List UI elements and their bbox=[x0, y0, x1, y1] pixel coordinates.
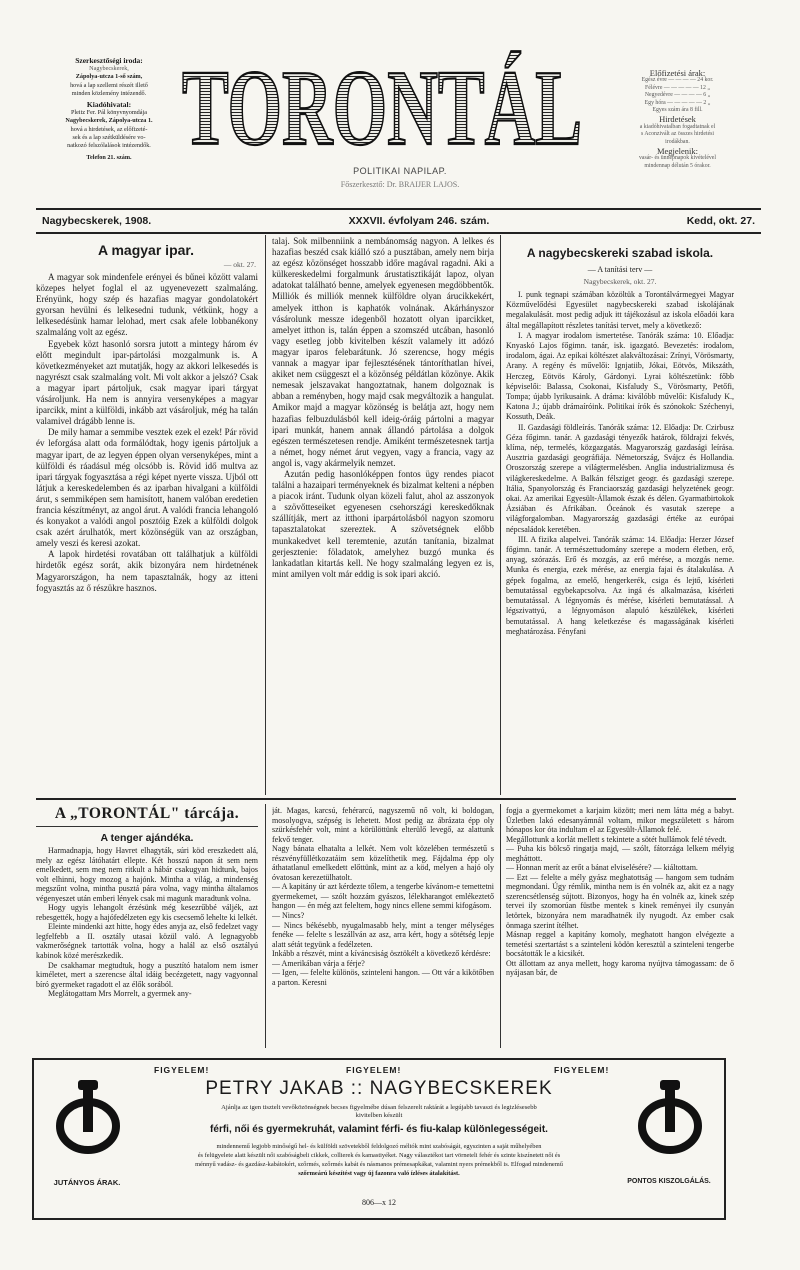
masthead-left-info bbox=[34, 54, 184, 162]
article2-paragraph: I. punk tegnapi számában közöltük a Torontálvármegyei Magyar Közművelődési Egyesület nagybecskereki szabad iskolájának megalakulását. most pedig adjuk itt tájékozásul az iskola előadói kara által megállapított részletes tanítási tervet, mely a következő: bbox=[506, 290, 734, 330]
publisher-line: sek és a lap szétküldésére vo- bbox=[72, 133, 146, 141]
dateline-bar bbox=[36, 208, 761, 234]
column-rule bbox=[265, 235, 266, 795]
ad-headline: férfi, női és gyermekruhát, valamint férfi- és fiu-kalap különlegességeit. bbox=[210, 1124, 548, 1135]
logo-title-text: TORONTÁL bbox=[182, 49, 582, 158]
ad-left-label: JUTÁNYOS ÁRAK. bbox=[53, 1178, 121, 1187]
publisher-office-heading: Kiadóhivatal: bbox=[86, 100, 132, 110]
feuilleton-paragraph: Harmadnapja, hogy Havret elhagyták, súri köd ereszkedett alá, mely az egész látóhatárt ellepte. Két hosszú napon át sem nem emelkedett, sem meg nem ritkult a hábár csakugyan hidtunk, bajos volt elhinni, hogy mozog a hajónk. Minthа a világ, a mindenség megszűnt volna, mintha pusztá pára volna, vagy mintha általamos végenyeszet után emberi lények csak mi magunk maradtunk volna. bbox=[36, 846, 258, 903]
price-line: Egyes szám ára 8 fill. bbox=[652, 107, 703, 114]
column-rule bbox=[500, 235, 501, 795]
place-date: Nagybecskerek, 1908. bbox=[42, 215, 152, 227]
editor-in-chief: Főszerkesztő: Dr. BRAIJER LAJOS. bbox=[340, 180, 460, 189]
article2-paragraph: III. A fizika alapelvei. Tanórák száma: 14. Előadja: Herzer József főgimn. tanár. A természettudomány szerepe a modern életben, erő, anyag, szórazás. Erő és mozgás, az erő mérése, a mozgás neme. Munka és energia, ezek mérése, az energia fajai és átalakulása. A gépek fogalma, az emelő, hengerkerék, csiga és lejtő, kísérleti bemutatással egybekapcsolva. Az ingá és alkalmazása, kísérleti bemutatással. A légnyomás és mérése, kísérleti bemutatással. A légszivattyú, a légnyomáson alapuló készülékek, kísérleti bemutatással. A hang keletkezése és magasságának kísérleti meghatározása. Fényfani bbox=[506, 534, 734, 636]
feuilleton-paragraph: Eleinte mindenki azt hitte, hogy édes anyja az, első fedelzet vagy legfelfebb a II. osztály utasai közül való. A legnagyobb vakmerőségnek tartották volna, hogy a halál az első osztályú kabinok közé merészkedik. bbox=[36, 922, 258, 961]
weekday-date: Kedd, okt. 27. bbox=[686, 215, 755, 227]
feuilleton-paragraph: Meglátogattam Mrs Morrelt, a gyermek any- bbox=[48, 989, 192, 999]
ad-detail-line: ménnyű vadász- és gazdász-kabátokért, szőrmés, szőrmés kabát és násmanos prémesapkákat, valamint nyers prémekből is. Elfogad mindenemű bbox=[195, 1161, 563, 1168]
feuilleton-paragraph: De csakhamar megtudtuk, hogy a pusztító hatalom nem ismer kiméletet, mert a szerencse által idáig becézgetett, nagy vagyonnal bíró gyermeket ragadott el az élők sorából. bbox=[36, 960, 258, 989]
ad-figyelem: FIGYELEM! bbox=[346, 1065, 402, 1075]
feuilleton-column-2 bbox=[272, 806, 494, 1046]
column-rule bbox=[265, 804, 266, 1048]
feuilleton-paragraph: ját. Magas, karcsú, fehérarcú, nagyszemű nő volt, ki boldogan, mosolyogva, szépség is lehetett. Most pedig az ábrázata épp oly szürkésfehér volt, mint a körülöttünk elterülő levegő, az alattunk fekvő tenger. Nagy bánata elhatalta a lelkét. Nem volt közelében természetű s részvényfüllétkozatáim sem közelíthetik meg. Fájdalma épp oly áthatatlanul emelkedett előttünk, mint az a köd, melyen a hajó oly óvatosan kerezetülhatolt. — A kapitány úr azt kérdezte tőlem, a tengerbe kívánom-e temettetni gyermekemet, — szólt hozzám gyászos, lélekharangot emlékeztető hangon — én még azt feleltem, hogy nincs ellene semmi kifogásom. — Nincs? — Nincs békésebb, nyugalmasabb hely, mint a tenger mélységes fenéke — felelte s leszállván az asz, arra kért, hogy a sötétség lepje alatt sétát tegyünk a fedélzeten. Inkább a részvét, mint a kíváncsiság ösztökélt a következő kérdésre: — Amerikában várja a férje? — Igen, — felelte különös, szinteleni hangon. — Ott vár a kikötőben a parton. Keresni bbox=[272, 806, 494, 987]
price-line: Negyedévre — — — — 6 „ bbox=[644, 92, 711, 99]
feuilleton-banner: A „TORONTÁL" tárcája. bbox=[54, 805, 240, 822]
right-fist-emblem bbox=[634, 1080, 706, 1162]
article1-paragraph: A lapok hirdetési rovatában ott találhatjuk a külföldi hirdetők egész sorát, akik bizonyára nem hirdetnének Magyarországon, ha nem tapasztalnák, hogy az itteni fogyasztás az ő részükre hasznos. bbox=[36, 549, 258, 593]
article1-cont-paragraph: talaj. Sok milbenniink a nembánomság nagyon. A lelkes és hazafias beszéd csak kiálló szó a pusztában, amely nem birja az egész közönséget hosszabb időre magával ragadni. Aki a külkereskedelmi forgalmunk árustatisztikáját lapoz, olyan adatokat található benne, amelyek egyenesen megdöbbentők. Milliók és milliók mennek külföldre olyan árucikkekért, amelyek itthon is kaphatók volnának. Akárhányszor vásárolunk messze idegenből hozatott olyan iparcikket, amelyet itthon is, talán éppen a szomszéd utcában, hasonló vagy esetleg jobb kivitelben készít valamely itt adózó magyar iparos felebarátunk. Jó szerencse, hogy mégis vannak a magyar ipar fejlesztésének tántoríthatlan hívei, akiket nem csüggeszt el a közönség példátlan közönye. Akik nemesak jelszavakat hangoztatnak, hanem dolgoznak is abban a reményben, hogy majd csak megváltozik a hangulat. Amikor majd a magyar közönség is belátja azt, hogy nem hazafias felbuzdulásból kell ideig-óráig pártolni a magyar ipari munkát, hanem annak állandó pártolása a dolgok egészen természetesen rendje. Amiként természetesnek tartja a német, hogy német árut vegyen, vagy a francia, vagy az angol is, vagy akármelyik nemzet. bbox=[272, 236, 494, 468]
left-fist-emblem bbox=[52, 1080, 124, 1162]
ads-line: s Aconzivált az összes hirdetési bbox=[640, 131, 715, 138]
article1-paragraph: De mily hamar a semmibe vesztek ezek el ezek! Pár rövid év leforgása alatt oda formálódtak, hogy igenis pártoljuk a magyar ipart, de az legyen éppen olyan versenyképes, mint a külföldi és ráadásul még olcsóbb is. Rövid idő multva az ipari tárgyak fogyasztása a régi képet nyerte vissza. Ujból ott látjuk a kereskedelemben és az iparban hivalgani a külföldi árut, s semmiképen sem hamisított, hanem valóban eredetien francia készítményt, az angol árut. A valódi francia lehangoló és konyakot a valódi angol posztóig Ezek a külföldi dolgok csak azért árulhatók, mert közönségük van az országban, amely veszi és keresi azokat. bbox=[36, 427, 258, 549]
ad-code: 806—x 12 bbox=[362, 1198, 396, 1207]
article1-body bbox=[36, 272, 258, 794]
feuilleton-title: A tenger ajándéka. bbox=[100, 832, 194, 844]
price-line: Egész évre — — — — 24 kor. bbox=[641, 77, 714, 84]
price-line: Egy hóra — — — — — 2 „ bbox=[644, 99, 711, 106]
ad-details bbox=[134, 1142, 624, 1178]
price-line: Félévre — — — — — 12 „ bbox=[645, 84, 710, 91]
phone-line: Telefon 21. szám. bbox=[86, 154, 132, 162]
petry-advertisement bbox=[32, 1058, 726, 1220]
ads-line: a kiadóhivatalban fogadtatnak el bbox=[639, 123, 716, 130]
article2-title: A nagybecskereki szabad iskola. bbox=[526, 246, 714, 260]
publication-line: mindennap délután 5 órakor. bbox=[644, 162, 711, 169]
article1-paragraph: Egyebek közt hasonló sorsra jutott a mintegy három év előtt megindult ipar-pártolási mozgalmunk is. A következményeket azt mutatják, hogy az akkori lelkesedés is nagyrészt csak szalmaláng volt. Mi volt akkor a jelszó? Csak a magyar ipart pártoljuk, csak magyar ipari tárgyat vásároljunk. Ha nem is annyira versenyképes a magyar iparcikk, mint a külföldi, inkább azt vásároljuk, még ha talán valamivel drágább lenne is. bbox=[36, 338, 258, 427]
ad-figyelem: FIGYELEM! bbox=[154, 1065, 210, 1075]
editorial-line: Zápolya-utcza 1-ső szám, bbox=[75, 73, 143, 81]
publisher-line: Pleitz Fer. Pál könyvnyomdája bbox=[71, 109, 147, 117]
article1-cont-paragraph: Azután pedig hasonlóképpen fontos ügy rendes piacot találni a hazaipari terményeknek és bizalmat kelteni a népben a piacok iránt. Tudunk olyan közeli falut, ahol az asszonyok a szövőtteseiket egyenesen csehországi kereskedőknak szállítják, mert az itthoni iparpártolásból nagyon szomoru tapasztalatokat szereztek. A szövetségnek előbb munkakedvet kell teremtenie, azután tanítania, bizalmat gerjesztenie: föladatok, amelyhez buzgó munka és lankadatlan kitartás kell. Ne hogy szalmaláng legyen ez is, mint amilyen volt már eddig is sok ipari akció. bbox=[272, 468, 494, 579]
article1-title: A magyar ipar. bbox=[98, 242, 194, 258]
masthead-right-info bbox=[600, 68, 755, 170]
feuilleton-column-3 bbox=[506, 806, 734, 1046]
ad-detail-line: és felügyelete alatt készült női szabóságbeli cikkek, collierek és kamastiyéket. Nagy választékot tart vörneteli fehér és szinte kiszínetett női és bbox=[197, 1152, 561, 1159]
publisher-line: Nagybecskerek, Zápolya-utcza 1. bbox=[65, 117, 153, 125]
article1-paragraph: A magyar sok mindenfele erényei és bűnei között valami közepes helyet foglal el az ugyenevezett szalmaláng. Erényünk, hogy szép és hazafias magyar gondolatokért gyorsan hevülni és lelkesedni tudunk, vétkünk, hogy a lelkesedésünk hamar lelohad, mert csak afele lobbanékony szalmaláng volt az egész. bbox=[36, 272, 258, 338]
logo-graphic bbox=[180, 48, 585, 158]
feuilleton-paragraph: fogja a gyermekomet a karjaim között; meri nem látta még a babyt. Üzletben lakó edesanyámnál voltam, mikor megszületett s három hónapos kor óta indultam el az Egyesült-Államok felé. Megállottunk a korlát mellett s tekintete a sötét hullámok felé tévedt. — Puha kis bölcső ringatja majd, — szólt, fátorzága lelkem mélyig megháttott. — Honnan merít az erőt a bánat elviselésére? — kiáltottam. — Ezt — felelte a mély gyász meghatottság — hangom sem tudnám megmondani. Úgy rémlik, mintha nem is én volnék az, akit ez a nagy szerencsétlenség sújtott. Bizonyos, hogy ha én volnék az, kinek szép tervei ily szomorúan füstbe mentek s kinek reményei ily csunyán letörtek, bizonyára nem maradhatnék ily nyugodt. Az ember csak önmaga szerint ítélhet. Másnap reggel a kapitány komoly, meghatott hangon elvégezte a temetési szertartást s a szinteleni ködön keresztül a szinteleni tengerbe bocsátották le a kicsikét. Ott állottam az anya mellett, hogy karoma nyújtva támogassam: de ő nyájasan bár, de bbox=[506, 806, 734, 978]
issue-number: XXXVII. évfolyam 246. szám. bbox=[348, 215, 490, 227]
ads-heading: Hirdetések bbox=[659, 114, 696, 125]
ads-line: irodákban. bbox=[665, 138, 690, 145]
feuilleton-column-1 bbox=[36, 846, 258, 1046]
article1-continuation bbox=[272, 236, 494, 794]
article2-subtitle: — A tanítási terv — bbox=[587, 265, 653, 274]
ad-intro bbox=[134, 1104, 624, 1120]
ad-figyelem: FIGYELEM! bbox=[554, 1065, 610, 1075]
article2-date: Nagybecskerek, okt. 27. bbox=[583, 277, 657, 286]
article2-body bbox=[506, 290, 734, 794]
ad-intro-line: Ajánlja az igen tisztelt vevőközönségnek becses figyelmébe dúsan felszerelt raktárát a legújabb tavaszi és legizlésesebb bbox=[221, 1104, 537, 1111]
ad-title: PETRY JAKAB :: NAGYBECSKEREK bbox=[205, 1078, 553, 1099]
article2-paragraph: II. Gazdasági földleírás. Tanórák száma: 12. Előadja: Dr. Czirbusz Géza főgimn. tanár. A gazdasági tényezők határok, földrajzi fekvés, klíma, nép, termelés, közgazgatás. Magyarország gazdasági leírása. Ausztria gazdasági geográfiája. Németország, Svájcz és Hollandia. Oroszország szerepe a világtermelésben. Anglia industrializmusa és világkereskedelme. A Balkán félsziget geogr. és gazdasági szerepe. Itália, Spanyolország és Franciaország gazdasági helyzetének geogr. okai. Az amerikai Egyesült-Államok észak és délen. Gyarmatbirtokok Ázsiában és Afrikában. Óceánok és vasutak szerepe a világforgalomban. Magyarország gazdasági értéke az európai népcsaládok keretében. bbox=[506, 422, 734, 534]
newspaper-logo bbox=[180, 48, 585, 158]
ad-detail-line: szőrmeárú készítést vagy új fazonra való ízléses átalakítást. bbox=[298, 1170, 460, 1177]
editorial-line: hová a lap szellemi részét illető bbox=[70, 81, 148, 89]
editorial-office-heading: Szerkesztőségi iroda: bbox=[75, 56, 143, 65]
ad-detail-line: mindennemű legjobb minőségű hel- és külföldi szövetekből feldolgozó méltók mint szabóságát, egyszinten a saját műhelyében bbox=[216, 1143, 542, 1150]
section-divider bbox=[36, 798, 736, 800]
publication-line: vasár- és ünnepnapok kivételével bbox=[639, 155, 716, 162]
editorial-line: minden közlemény intézendő. bbox=[71, 89, 147, 97]
ad-intro-line: kivitelben készült bbox=[355, 1112, 403, 1119]
editorial-line: Nagybecskerek, bbox=[89, 65, 129, 73]
subscription-heading: Előfizetési árak: bbox=[649, 68, 706, 78]
publisher-line: hová a hirdetések, az előfizeté- bbox=[70, 125, 148, 133]
publication-heading: Megjelenik: bbox=[656, 146, 699, 157]
feuilleton-paragraph: Hogy ugyis lehangolt érzésünk még kesezrűbbé váljék, azt rebesgették, hogy a hajófedélzeten egy kis csecsemő lehelte ki lelkét. bbox=[36, 903, 258, 922]
ad-right-label: PONTOS KISZOLGÁLÁS. bbox=[627, 1178, 711, 1185]
article1-date: — okt. 27. bbox=[223, 260, 256, 269]
banner-underline bbox=[36, 826, 258, 827]
publisher-line: natkozó felszólalások intézendők. bbox=[67, 142, 151, 150]
newspaper-subtitle: POLITIKAI NAPILAP. bbox=[353, 166, 447, 176]
column-rule bbox=[500, 804, 501, 1048]
article2-paragraph: I. A magyar irodalom ismertetése. Tanórák száma: 10. Előadja: Knyaskó Lajos főgimn. tanár, isk. igazgató. Bevezetés: irodalom, irodalom, ágai. Az epikai költészet alakváltozásai: Zrínyi, Vörösmarty, Arany. A regény és művelői: Ignjatiib, Jókai, Eötvös, Mikszáth, Herczeg, Eötvös Károly, Gárdonyi. Lyrai költészetünk: főbb képviselői: Balassa, Csokonai, Kisfaludy S., Vörösmarty, Petőfi, Tompa; újabb lyrikusaink. A dráma: kiválóbb művelői: Kisfaludy K., Katona J.; újabb drámaíróink. Politikai írók és szónokok: Széchenyi, Kossuth, Deák. bbox=[506, 330, 734, 422]
